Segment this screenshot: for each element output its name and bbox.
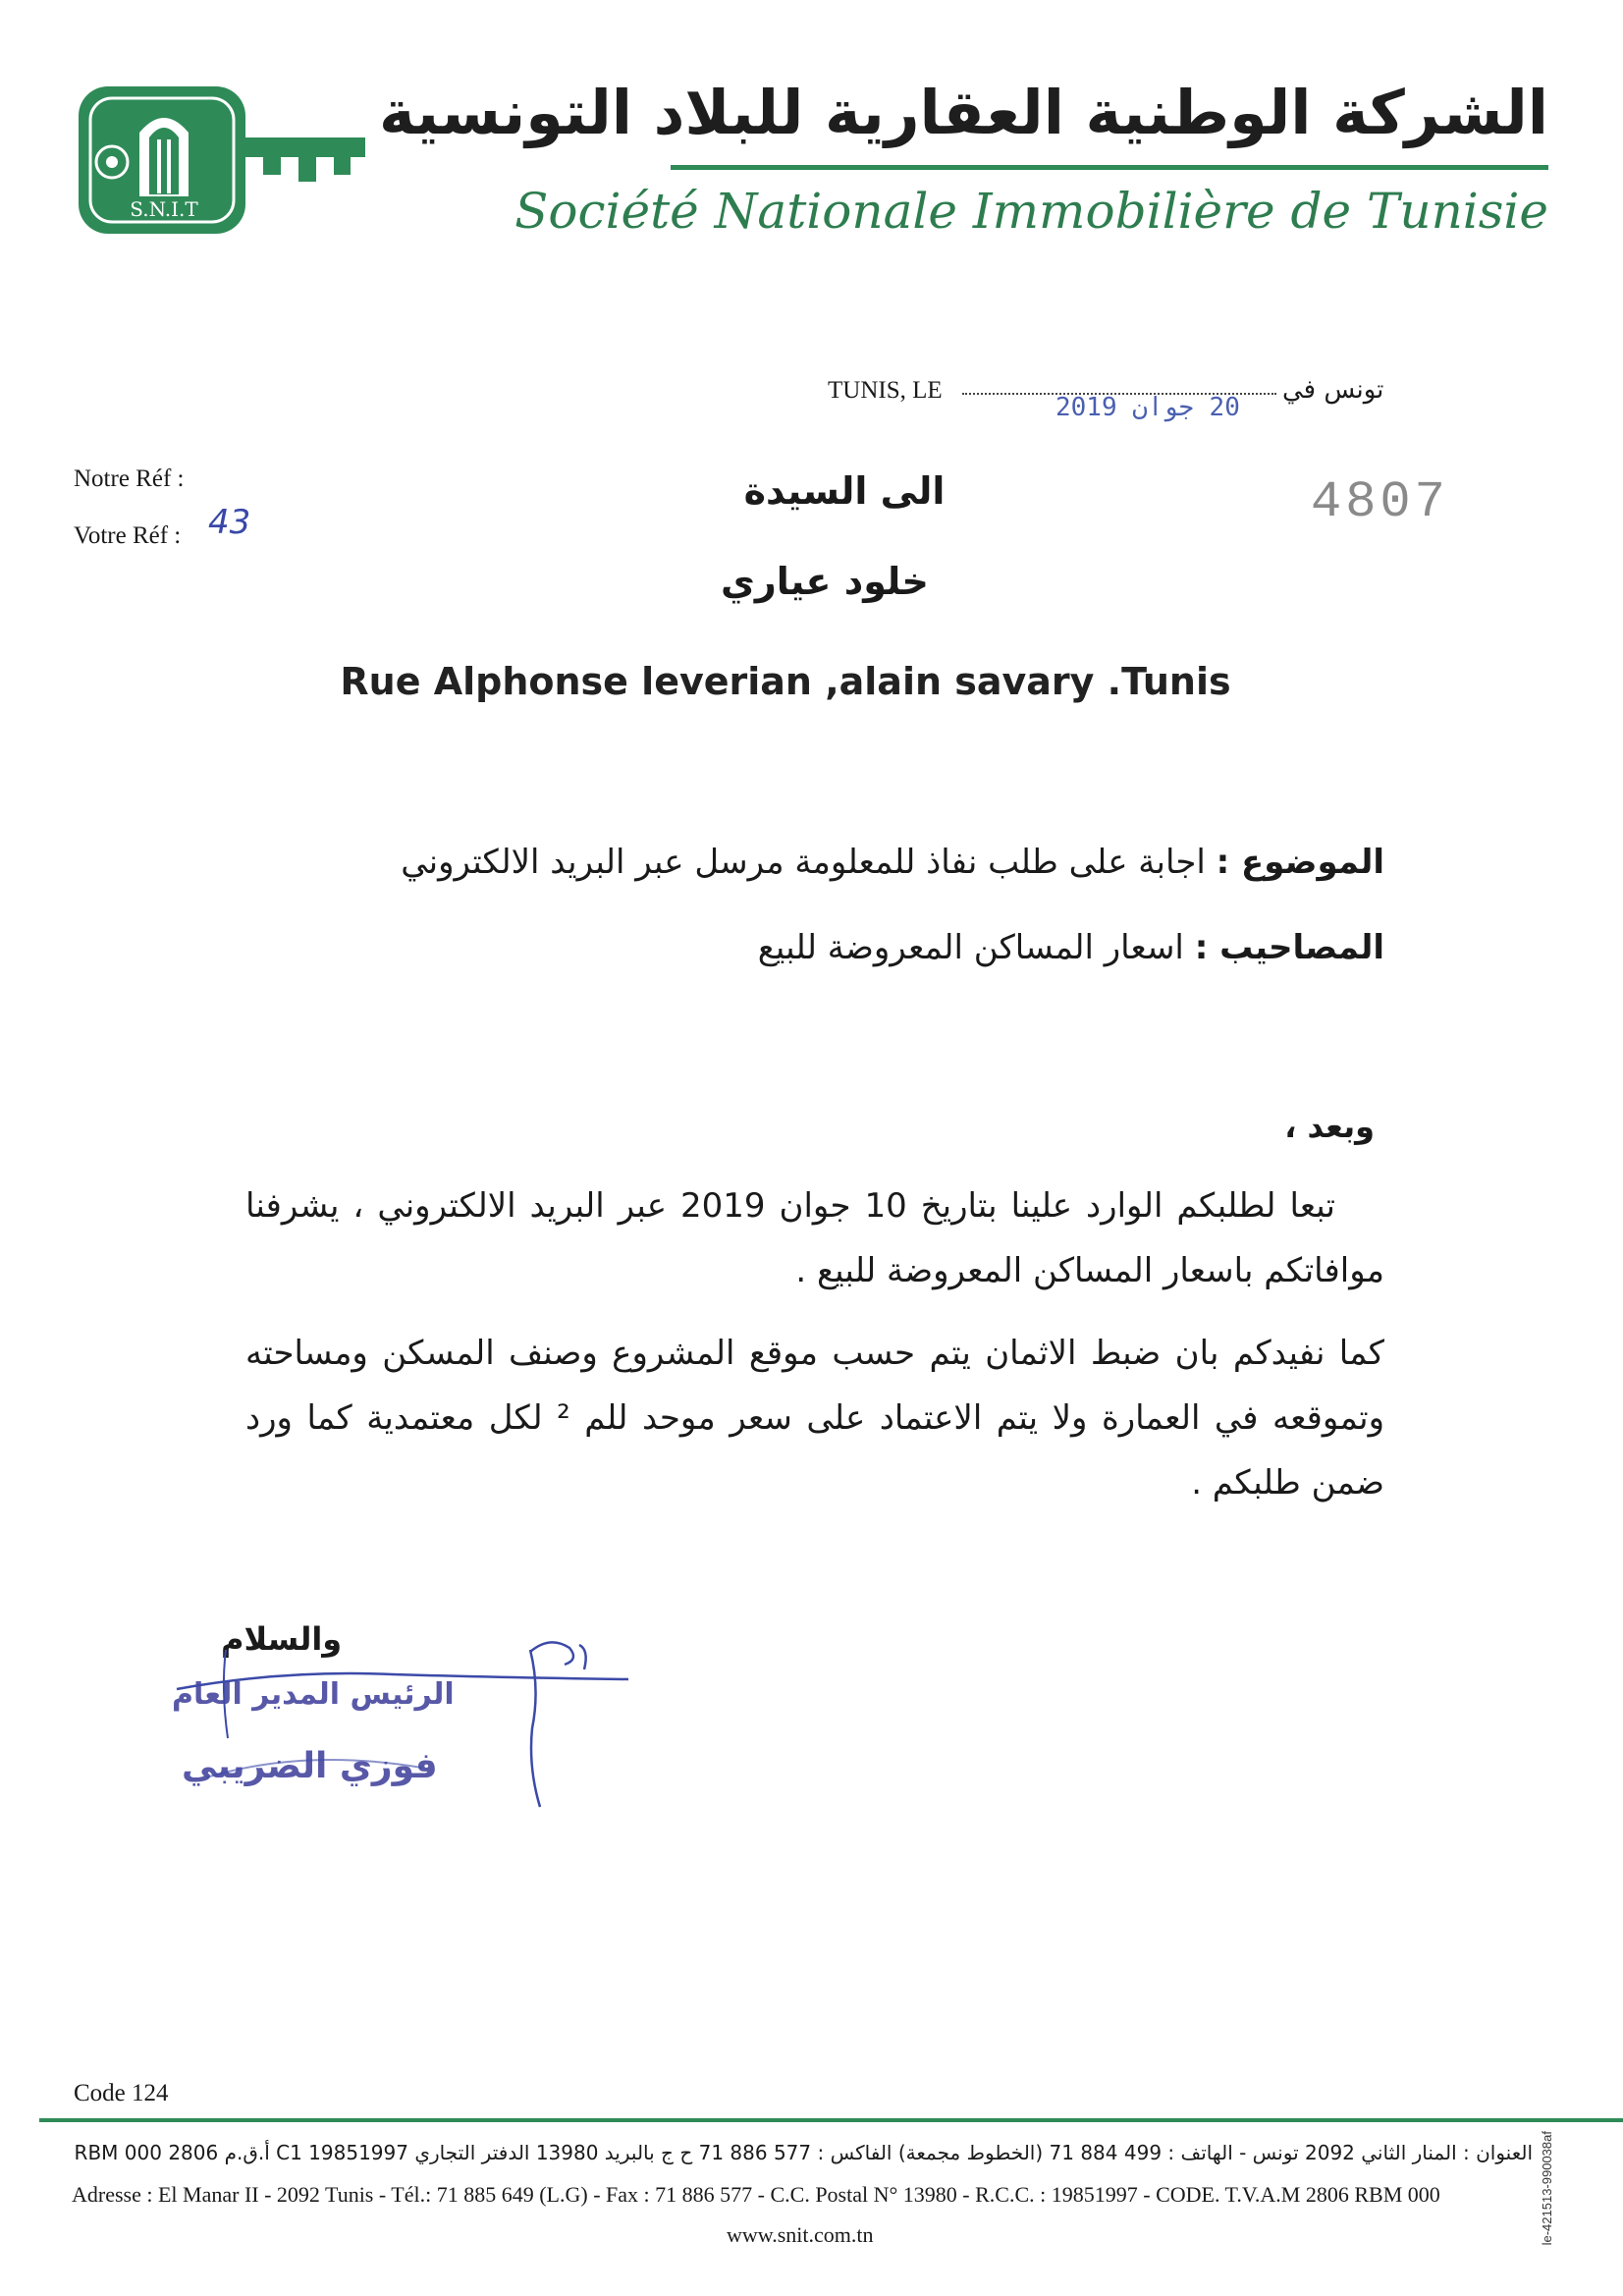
subject-text: اجابة على طلب نفاذ للمعلومة مرسل عبر البريد الالكتروني (401, 843, 1206, 882)
handwritten-signature (167, 1630, 638, 1827)
recipient-title: الى السيدة (743, 469, 946, 513)
notre-ref-label: Notre Réf : (74, 465, 185, 492)
attachments-line (758, 928, 1384, 967)
reference-number: 4807 (1311, 473, 1449, 531)
votre-ref-label: Votre Réf : (74, 522, 182, 549)
header-divider (671, 165, 1548, 170)
document-code: Code 124 (74, 2080, 169, 2106)
closing-salutation: والسلام (221, 1620, 343, 1658)
recipient-address: Rue Alphonse leverian ,alain savary .Tunis (340, 660, 1231, 703)
subject-label: الموضوع : (1216, 843, 1384, 882)
body-paragraph-1: تبعا لطلبكم الوارد علينا بتاريخ 10 جوان 2019 عبر البريد الالكتروني ، يشرفنا موافاتكم باسعار المساكن المعروضة للبيع . (245, 1186, 1384, 1290)
footer-address-arabic: العنوان : المنار الثاني 2092 تونس - الهاتف : 499 884 71 (الخطوط مجمعة) الفاكس : 577 886 71 ح ج بالبريد 13980 الدفتر التجاري 19851997 C1 أ.ق.م 2806 RBM 000 (74, 2141, 1533, 2164)
company-name-french: Société Nationale Immobilière de Tunisie (514, 183, 1548, 240)
signatory-name-stamp: فوزي الضريبي (182, 1746, 438, 1786)
footer-address-french: Adresse : El Manar II - 2092 Tunis - Tél.: 71 885 649 (L.G) - Fax : 71 886 577 - C.C. Postal N° 13980 - R.C.C. : 19851997 - CODE. T.V.A.M 2806 RBM 000 (72, 2182, 1440, 2207)
side-print-code: le-421513-990038af (1540, 2131, 1554, 2246)
website-url: www.snit.com.tn (727, 2222, 874, 2247)
recipient-name: خلود عياري (721, 560, 929, 603)
snit-logo (71, 79, 385, 246)
logo-text: S.N.I.T (130, 197, 198, 221)
date-label-french: TUNIS, LE (828, 377, 943, 404)
date-stamp: 20 جوان 2019 (1055, 393, 1240, 422)
attachments-text: اسعار المساكن المعروضة للبيع (757, 928, 1184, 967)
subject-line (401, 843, 1384, 882)
body-paragraph-2: كما نفيدكم بان ضبط الاثمان يتم حسب موقع المشروع وصنف المسكن ومساحته وتموقعه في العمارة ولا يتم الاعتماد على سعر موحد للم ² لكل معتمدية كما ورد ضمن طلبكم . (245, 1334, 1384, 1503)
company-name-arabic: الشركة الوطنية العقارية للبلاد التونسية (379, 77, 1548, 148)
footer-divider (39, 2118, 1623, 2122)
date-label-arabic: تونس في (1282, 375, 1384, 405)
signatory-title-stamp: الرئيس المدير العام (172, 1677, 455, 1712)
votre-ref-value: 43 (208, 503, 251, 542)
greeting: وبعد ، (1284, 1108, 1375, 1145)
attachments-label: المصاحيب : (1194, 928, 1384, 967)
